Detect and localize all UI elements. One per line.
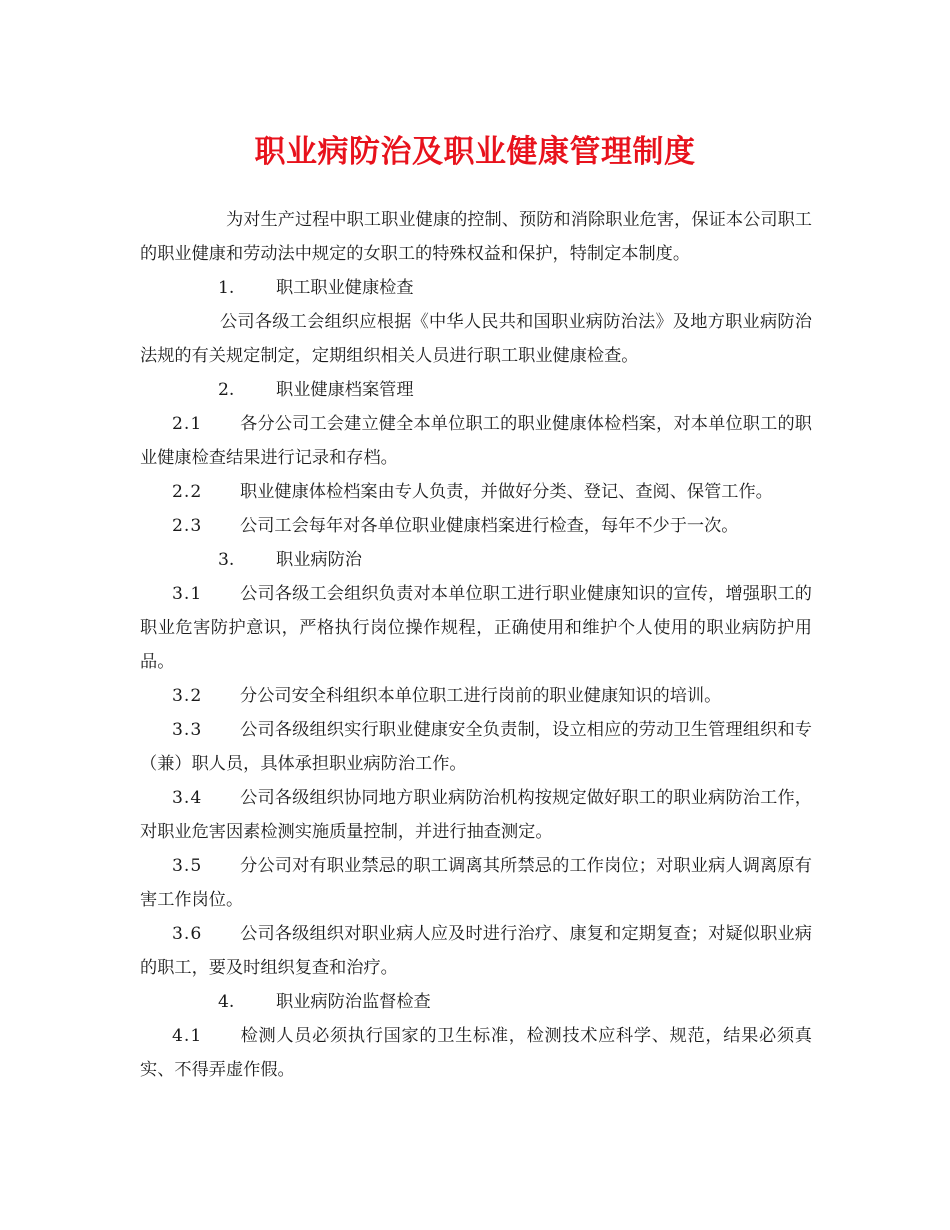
clause-paragraph: [140, 509, 812, 543]
section-body-paragraph: 公司各级工会组织应根据《中华人民共和国职业病防治法》及地方职业病防治法规的有关规定制定，定期组织相关人员进行职工职业健康检查。: [140, 312, 812, 366]
document-body: [140, 203, 812, 1087]
section-heading-text: 职业病防治: [276, 550, 362, 570]
section-heading: [140, 373, 812, 407]
clause-text: 公司各级工会组织负责对本单位职工进行职业健康知识的宣传，增强职工的职业危害防护意识，严格执行岗位操作规程，正确使用和维护个人使用的职业病防护用品。: [140, 584, 812, 672]
clause-paragraph: [140, 917, 812, 985]
section-number: 2.: [218, 380, 235, 400]
clause-paragraph: [140, 713, 812, 781]
clause-text: 职业健康体检档案由专人负责，并做好分类、登记、查阅、保管工作。: [240, 482, 773, 502]
section-heading: [140, 543, 812, 577]
clause-text: 检测人员必须执行国家的卫生标准，检测技术应科学、规范，结果必须真实、不得弄虚作假。: [140, 1026, 812, 1080]
intro-paragraph: 为对生产过程中职工职业健康的控制、预防和消除职业危害，保证本公司职工的职业健康和劳动法中规定的女职工的特殊权益和保护，特制定本制度。: [140, 210, 812, 264]
clause-paragraph: [140, 1019, 812, 1087]
clause-paragraph: [140, 781, 812, 849]
clause-text: 各分公司工会建立健全本单位职工的职业健康体检档案，对本单位职工的职业健康检查结果进行记录和存档。: [140, 414, 812, 468]
clause-number: 2.2: [172, 482, 203, 502]
clause-number: 2.1: [172, 414, 203, 434]
section-number: 3.: [218, 550, 235, 570]
clause-paragraph: [140, 407, 812, 475]
clause-paragraph: [140, 577, 812, 679]
clause-text: 分公司安全科组织本单位职工进行岗前的职业健康知识的培训。: [240, 686, 722, 706]
clause-text: 分公司对有职业禁忌的职工调离其所禁忌的工作岗位；对职业病人调离原有害工作岗位。: [140, 856, 812, 910]
section-heading: [140, 985, 812, 1019]
clause-text: 公司各级组织实行职业健康安全负责制，设立相应的劳动卫生管理组织和专（兼）职人员，具体承担职业病防治工作。: [140, 720, 812, 774]
section-heading-text: 职业健康档案管理: [276, 380, 414, 400]
section-number: 1.: [218, 278, 235, 298]
clause-number: 4.1: [172, 1026, 203, 1046]
clause-paragraph: [140, 849, 812, 917]
clause-number: 3.3: [172, 720, 203, 740]
clause-number: 2.3: [172, 516, 203, 536]
clause-paragraph: [140, 679, 812, 713]
clause-paragraph: [140, 475, 812, 509]
clause-number: 3.6: [172, 924, 203, 944]
section-number: 4.: [218, 992, 235, 1012]
clause-number: 3.1: [172, 584, 203, 604]
clause-number: 3.5: [172, 856, 203, 876]
clause-number: 3.2: [172, 686, 203, 706]
document-title: 职业病防治及职业健康管理制度: [254, 134, 696, 170]
clause-text: 公司各级组织协同地方职业病防治机构按规定做好职工的职业病防治工作，对职业危害因素检测实施质量控制，并进行抽查测定。: [140, 788, 812, 842]
section-heading: [140, 271, 812, 305]
section-heading-text: 职工职业健康检查: [276, 278, 414, 298]
section-heading-text: 职业病防治监督检查: [276, 992, 431, 1012]
clause-text: 公司工会每年对各单位职业健康档案进行检查，每年不少于一次。: [240, 516, 739, 536]
clause-number: 3.4: [172, 788, 203, 808]
clause-text: 公司各级组织对职业病人应及时进行治疗、康复和定期复查；对疑似职业病的职工，要及时组织复查和治疗。: [140, 924, 812, 978]
